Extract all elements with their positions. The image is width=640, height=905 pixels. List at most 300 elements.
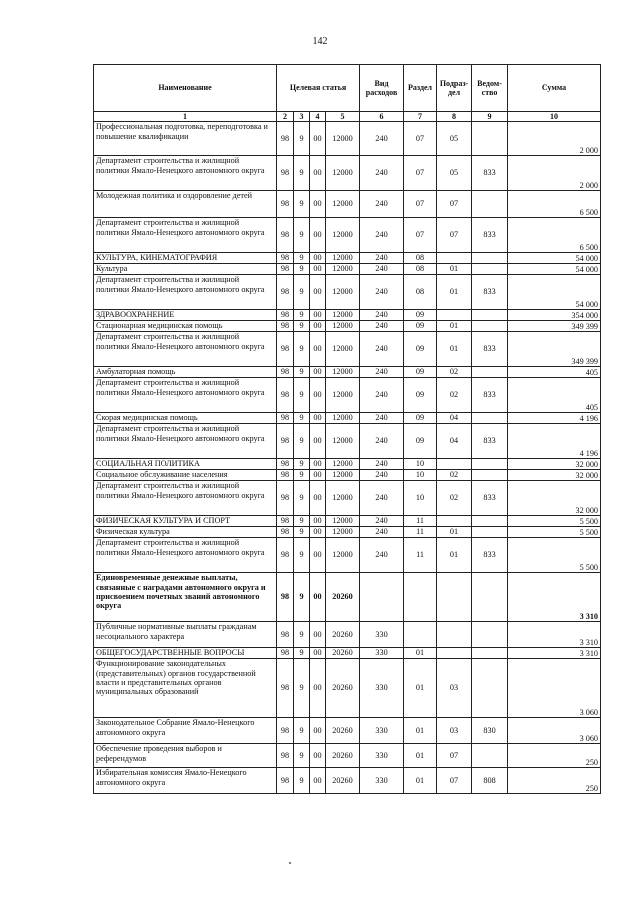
- sum-cell: 5 500: [508, 516, 601, 527]
- target-code-part: 00: [310, 622, 326, 648]
- section-cell: 01: [404, 718, 437, 744]
- target-code-part: 00: [310, 718, 326, 744]
- table-row: [94, 573, 601, 622]
- department-cell: [472, 264, 508, 275]
- target-code-part: 98: [277, 424, 294, 459]
- target-code-part: 00: [310, 310, 326, 321]
- section-cell: 09: [404, 310, 437, 321]
- target-code-part: 9: [294, 538, 310, 573]
- section-cell: 11: [404, 538, 437, 573]
- header-expense-type: Вид расходов: [360, 65, 404, 112]
- expense-type-cell: 240: [360, 275, 404, 310]
- sum-cell: 349 399: [508, 321, 601, 332]
- expense-type-cell: 240: [360, 367, 404, 378]
- target-code-part: 12000: [326, 481, 360, 516]
- target-code-part: 00: [310, 191, 326, 218]
- sum-cell: 405: [508, 367, 601, 378]
- target-code-part: 98: [277, 573, 294, 622]
- target-code-part: 9: [294, 516, 310, 527]
- sum-cell: 5 500: [508, 527, 601, 538]
- target-code-part: 98: [277, 191, 294, 218]
- header-section: Раздел: [404, 65, 437, 112]
- target-code-part: 12000: [326, 459, 360, 470]
- section-cell: 09: [404, 332, 437, 367]
- row-name: ФИЗИЧЕСКАЯ КУЛЬТУРА И СПОРТ: [94, 516, 277, 527]
- department-cell: [472, 253, 508, 264]
- column-number: 5: [326, 112, 360, 122]
- expense-type-cell: 240: [360, 413, 404, 424]
- scan-dot: [289, 862, 291, 864]
- department-cell: [472, 470, 508, 481]
- subsection-cell: 07: [437, 768, 472, 794]
- target-code-part: 9: [294, 332, 310, 367]
- table-row: [94, 156, 601, 191]
- target-code-part: 12000: [326, 378, 360, 413]
- target-code-part: 98: [277, 516, 294, 527]
- department-cell: [472, 191, 508, 218]
- subsection-cell: 02: [437, 481, 472, 516]
- row-name: Амбулаторная помощь: [94, 367, 277, 378]
- section-cell: 01: [404, 648, 437, 659]
- table-row: [94, 191, 601, 218]
- table-row: [94, 378, 601, 413]
- sum-cell: 5 500: [508, 538, 601, 573]
- row-name: Профессиональная подготовка, переподготовка и повышение квалификации: [94, 122, 277, 156]
- sum-cell: 3 310: [508, 573, 601, 622]
- target-code-part: 9: [294, 718, 310, 744]
- subsection-cell: 03: [437, 659, 472, 718]
- subsection-cell: 07: [437, 744, 472, 768]
- column-number: 1: [94, 112, 277, 122]
- subsection-cell: 03: [437, 718, 472, 744]
- target-code-part: 12000: [326, 218, 360, 253]
- section-cell: 11: [404, 527, 437, 538]
- subsection-cell: 01: [437, 264, 472, 275]
- sum-cell: 3 310: [508, 622, 601, 648]
- table-row: [94, 768, 601, 794]
- subsection-cell: [437, 516, 472, 527]
- target-code-part: 00: [310, 378, 326, 413]
- sum-cell: 54 000: [508, 264, 601, 275]
- department-cell: [472, 622, 508, 648]
- target-code-part: 00: [310, 470, 326, 481]
- subsection-cell: 01: [437, 332, 472, 367]
- target-code-part: 00: [310, 527, 326, 538]
- expense-type-cell: 330: [360, 622, 404, 648]
- target-code-part: 98: [277, 744, 294, 768]
- expense-type-cell: 240: [360, 253, 404, 264]
- target-code-part: 00: [310, 659, 326, 718]
- target-code-part: 98: [277, 470, 294, 481]
- subsection-cell: 01: [437, 321, 472, 332]
- table-row: [94, 264, 601, 275]
- subsection-cell: 01: [437, 538, 472, 573]
- target-code-part: 9: [294, 573, 310, 622]
- row-name: Культура: [94, 264, 277, 275]
- row-name: Скорая медицинская помощь: [94, 413, 277, 424]
- target-code-part: 9: [294, 648, 310, 659]
- subsection-cell: [437, 310, 472, 321]
- target-code-part: 9: [294, 481, 310, 516]
- target-code-part: 98: [277, 538, 294, 573]
- expense-type-cell: 240: [360, 424, 404, 459]
- target-code-part: 00: [310, 332, 326, 367]
- sum-cell: 405: [508, 378, 601, 413]
- table-row: [94, 367, 601, 378]
- subsection-cell: 07: [437, 191, 472, 218]
- target-code-part: 98: [277, 527, 294, 538]
- sum-cell: 54 000: [508, 253, 601, 264]
- table-row: [94, 332, 601, 367]
- target-code-part: 9: [294, 218, 310, 253]
- table-row: [94, 659, 601, 718]
- table-row: [94, 470, 601, 481]
- section-cell: 09: [404, 424, 437, 459]
- department-cell: [472, 459, 508, 470]
- subsection-cell: [437, 253, 472, 264]
- column-number: 3: [294, 112, 310, 122]
- column-number: 8: [437, 112, 472, 122]
- table-row: [94, 275, 601, 310]
- expense-type-cell: 240: [360, 332, 404, 367]
- target-code-part: 98: [277, 413, 294, 424]
- row-name: Функционирование законодательных (представительных) органов государственной власти и представительных органов муниципальных образований: [94, 659, 277, 718]
- row-name: Департамент строительства и жилищной политики Ямало-Ненецкого автономного округа: [94, 538, 277, 573]
- target-code-part: 9: [294, 413, 310, 424]
- expense-type-cell: 240: [360, 378, 404, 413]
- target-code-part: 00: [310, 122, 326, 156]
- department-cell: [472, 527, 508, 538]
- table-row: [94, 413, 601, 424]
- target-code-part: 00: [310, 516, 326, 527]
- table-row: [94, 310, 601, 321]
- header-row: [94, 65, 601, 112]
- table-row: [94, 622, 601, 648]
- expense-type-cell: 240: [360, 218, 404, 253]
- sum-cell: 32 000: [508, 481, 601, 516]
- target-code-part: 12000: [326, 264, 360, 275]
- expense-type-cell: 240: [360, 470, 404, 481]
- target-code-part: 98: [277, 253, 294, 264]
- target-code-part: 9: [294, 122, 310, 156]
- expense-type-cell: 240: [360, 264, 404, 275]
- table-row: [94, 527, 601, 538]
- section-cell: 11: [404, 516, 437, 527]
- subsection-cell: 02: [437, 367, 472, 378]
- expense-type-cell: 240: [360, 310, 404, 321]
- section-cell: 01: [404, 659, 437, 718]
- target-code-part: 12000: [326, 516, 360, 527]
- target-code-part: 98: [277, 321, 294, 332]
- section-cell: 01: [404, 744, 437, 768]
- table-row: [94, 122, 601, 156]
- target-code-part: 20260: [326, 744, 360, 768]
- row-name: Департамент строительства и жилищной политики Ямало-Ненецкого автономного округа: [94, 156, 277, 191]
- target-code-part: 00: [310, 481, 326, 516]
- sum-cell: 32 000: [508, 459, 601, 470]
- header-subsection: Подраз-дел: [437, 65, 472, 112]
- department-cell: [472, 516, 508, 527]
- target-code-part: 98: [277, 481, 294, 516]
- target-code-part: 98: [277, 218, 294, 253]
- row-name: Департамент строительства и жилищной политики Ямало-Ненецкого автономного округа: [94, 378, 277, 413]
- target-code-part: 12000: [326, 470, 360, 481]
- column-number: 6: [360, 112, 404, 122]
- target-code-part: 98: [277, 367, 294, 378]
- department-cell: 808: [472, 768, 508, 794]
- section-cell: 09: [404, 378, 437, 413]
- row-name: Департамент строительства и жилищной политики Ямало-Ненецкого автономного округа: [94, 481, 277, 516]
- target-code-part: 9: [294, 310, 310, 321]
- subsection-cell: 01: [437, 527, 472, 538]
- row-name: Законодательное Собрание Ямало-Ненецкого автономного округа: [94, 718, 277, 744]
- row-name: Избирательная комиссия Ямало-Ненецкого автономного округа: [94, 768, 277, 794]
- target-code-part: 00: [310, 218, 326, 253]
- target-code-part: 00: [310, 573, 326, 622]
- expense-type-cell: 330: [360, 768, 404, 794]
- column-number: 2: [277, 112, 294, 122]
- target-code-part: 12000: [326, 527, 360, 538]
- section-cell: 09: [404, 367, 437, 378]
- expense-type-cell: 240: [360, 156, 404, 191]
- target-code-part: 9: [294, 191, 310, 218]
- target-code-part: 9: [294, 156, 310, 191]
- section-cell: 08: [404, 253, 437, 264]
- expense-type-cell: 240: [360, 321, 404, 332]
- sum-cell: 6 500: [508, 191, 601, 218]
- target-code-part: 12000: [326, 310, 360, 321]
- target-code-part: 12000: [326, 156, 360, 191]
- department-cell: 833: [472, 538, 508, 573]
- expense-type-cell: 240: [360, 516, 404, 527]
- department-cell: [472, 744, 508, 768]
- subsection-cell: 04: [437, 413, 472, 424]
- expense-type-cell: 240: [360, 527, 404, 538]
- target-code-part: 00: [310, 275, 326, 310]
- row-name: Обеспечение проведения выборов и референдумов: [94, 744, 277, 768]
- target-code-part: 9: [294, 424, 310, 459]
- subsection-cell: 01: [437, 275, 472, 310]
- header-department: Ведом-ство: [472, 65, 508, 112]
- target-code-part: 00: [310, 459, 326, 470]
- sum-cell: 349 399: [508, 332, 601, 367]
- target-code-part: 00: [310, 321, 326, 332]
- target-code-part: 98: [277, 264, 294, 275]
- target-code-part: 9: [294, 768, 310, 794]
- row-name: Департамент строительства и жилищной политики Ямало-Ненецкого автономного округа: [94, 218, 277, 253]
- target-code-part: 9: [294, 275, 310, 310]
- department-cell: [472, 659, 508, 718]
- expense-type-cell: 240: [360, 481, 404, 516]
- target-code-part: 9: [294, 378, 310, 413]
- expense-type-cell: [360, 573, 404, 622]
- table-row: [94, 459, 601, 470]
- section-cell: 10: [404, 470, 437, 481]
- target-code-part: 12000: [326, 367, 360, 378]
- expense-type-cell: 330: [360, 659, 404, 718]
- header-sum: Сумма: [508, 65, 601, 112]
- target-code-part: 00: [310, 424, 326, 459]
- row-name: КУЛЬТУРА, КИНЕМАТОГРАФИЯ: [94, 253, 277, 264]
- header-name: Наименование: [94, 65, 277, 112]
- target-code-part: 98: [277, 332, 294, 367]
- department-cell: [472, 413, 508, 424]
- target-code-part: 20260: [326, 659, 360, 718]
- department-cell: 833: [472, 332, 508, 367]
- section-cell: 07: [404, 122, 437, 156]
- section-cell: 10: [404, 481, 437, 516]
- table-row: [94, 718, 601, 744]
- target-code-part: 9: [294, 321, 310, 332]
- department-cell: 833: [472, 275, 508, 310]
- page-number: 142: [312, 36, 328, 47]
- target-code-part: 00: [310, 538, 326, 573]
- target-code-part: 20260: [326, 622, 360, 648]
- target-code-part: 12000: [326, 275, 360, 310]
- department-cell: [472, 321, 508, 332]
- target-code-part: 12000: [326, 122, 360, 156]
- target-code-part: 00: [310, 264, 326, 275]
- target-code-part: 9: [294, 459, 310, 470]
- sum-cell: 32 000: [508, 470, 601, 481]
- target-code-part: 98: [277, 622, 294, 648]
- sum-cell: 2 000: [508, 122, 601, 156]
- target-code-part: 9: [294, 744, 310, 768]
- section-cell: 01: [404, 768, 437, 794]
- column-number: 4: [310, 112, 326, 122]
- sum-cell: 2 000: [508, 156, 601, 191]
- table-body: [94, 122, 601, 794]
- table-row: [94, 538, 601, 573]
- row-name: Публичные нормативные выплаты гражданам несоциального характера: [94, 622, 277, 648]
- section-cell: 09: [404, 321, 437, 332]
- subsection-cell: [437, 648, 472, 659]
- subsection-cell: 05: [437, 122, 472, 156]
- expense-type-cell: 330: [360, 718, 404, 744]
- target-code-part: 12000: [326, 191, 360, 218]
- column-number: 9: [472, 112, 508, 122]
- subsection-cell: 07: [437, 218, 472, 253]
- target-code-part: 00: [310, 156, 326, 191]
- column-number: 7: [404, 112, 437, 122]
- target-code-part: 20260: [326, 718, 360, 744]
- table-row: [94, 481, 601, 516]
- expense-type-cell: 240: [360, 538, 404, 573]
- subsection-cell: [437, 459, 472, 470]
- department-cell: 833: [472, 378, 508, 413]
- department-cell: 833: [472, 481, 508, 516]
- table-row: [94, 218, 601, 253]
- target-code-part: 00: [310, 367, 326, 378]
- target-code-part: 98: [277, 275, 294, 310]
- row-name: Департамент строительства и жилищной политики Ямало-Ненецкого автономного округа: [94, 275, 277, 310]
- target-code-part: 00: [310, 648, 326, 659]
- section-cell: 07: [404, 218, 437, 253]
- subsection-cell: 02: [437, 378, 472, 413]
- section-cell: 07: [404, 156, 437, 191]
- sum-cell: 6 500: [508, 218, 601, 253]
- target-code-part: 20260: [326, 573, 360, 622]
- target-code-part: 12000: [326, 332, 360, 367]
- target-code-part: 9: [294, 622, 310, 648]
- target-code-part: 98: [277, 156, 294, 191]
- department-cell: [472, 122, 508, 156]
- table-row: [94, 253, 601, 264]
- table-row: [94, 424, 601, 459]
- target-code-part: 9: [294, 659, 310, 718]
- subsection-cell: 02: [437, 470, 472, 481]
- row-name: ОБЩЕГОСУДАРСТВЕННЫЕ ВОПРОСЫ: [94, 648, 277, 659]
- target-code-part: 98: [277, 768, 294, 794]
- target-code-part: 20260: [326, 768, 360, 794]
- subsection-cell: [437, 573, 472, 622]
- target-code-part: 00: [310, 253, 326, 264]
- row-name: Департамент строительства и жилищной политики Ямало-Ненецкого автономного округа: [94, 424, 277, 459]
- table-row: [94, 648, 601, 659]
- target-code-part: 12000: [326, 413, 360, 424]
- subsection-cell: 04: [437, 424, 472, 459]
- section-cell: 08: [404, 264, 437, 275]
- header-target-article: Целевая статья: [277, 65, 360, 112]
- target-code-part: 00: [310, 744, 326, 768]
- column-number: 10: [508, 112, 601, 122]
- row-name: Единовременные денежные выплаты, связанные с наградами автономного округа и присвоением почетных званий автономного округа: [94, 573, 277, 622]
- sum-cell: 4 196: [508, 413, 601, 424]
- section-cell: 07: [404, 191, 437, 218]
- target-code-part: 98: [277, 378, 294, 413]
- target-code-part: 9: [294, 470, 310, 481]
- target-code-part: 9: [294, 367, 310, 378]
- row-name: ЗДРАВООХРАНЕНИЕ: [94, 310, 277, 321]
- target-code-part: 12000: [326, 253, 360, 264]
- section-cell: [404, 573, 437, 622]
- department-cell: [472, 573, 508, 622]
- department-cell: 830: [472, 718, 508, 744]
- expense-type-cell: 240: [360, 122, 404, 156]
- sum-cell: 3 060: [508, 718, 601, 744]
- expense-type-cell: 240: [360, 191, 404, 218]
- sum-cell: 4 196: [508, 424, 601, 459]
- target-code-part: 98: [277, 648, 294, 659]
- table-row: [94, 744, 601, 768]
- target-code-part: 9: [294, 527, 310, 538]
- subsection-cell: [437, 622, 472, 648]
- target-code-part: 9: [294, 253, 310, 264]
- target-code-part: 12000: [326, 321, 360, 332]
- target-code-part: 98: [277, 659, 294, 718]
- budget-table: [93, 64, 601, 794]
- sum-cell: 54 000: [508, 275, 601, 310]
- department-cell: [472, 648, 508, 659]
- target-code-part: 20260: [326, 648, 360, 659]
- target-code-part: 98: [277, 459, 294, 470]
- section-cell: 10: [404, 459, 437, 470]
- target-code-part: 98: [277, 718, 294, 744]
- target-code-part: 98: [277, 122, 294, 156]
- section-cell: 08: [404, 275, 437, 310]
- section-cell: [404, 622, 437, 648]
- row-name: Социальное обслуживание населения: [94, 470, 277, 481]
- target-code-part: 98: [277, 310, 294, 321]
- table-row: [94, 516, 601, 527]
- expense-type-cell: 240: [360, 459, 404, 470]
- subsection-cell: 05: [437, 156, 472, 191]
- sum-cell: 3 310: [508, 648, 601, 659]
- column-number-row: [94, 112, 601, 122]
- target-code-part: 00: [310, 768, 326, 794]
- department-cell: [472, 310, 508, 321]
- target-code-part: 12000: [326, 538, 360, 573]
